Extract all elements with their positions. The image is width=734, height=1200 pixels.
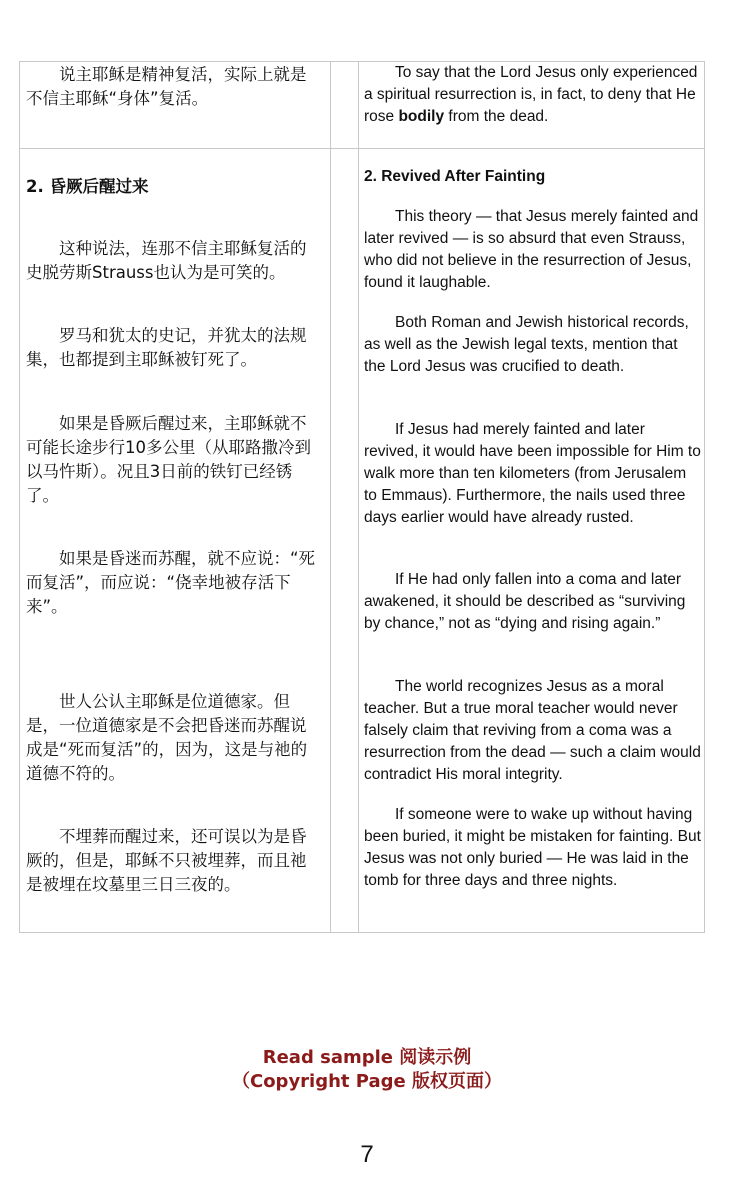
english-paragraph: If someone were to wake up without having been buried, it might be mistaken for fainting. But Jesus was not only buried — He was laid in the tomb for three days and three nights. — [364, 806, 701, 889]
english-paragraph: The world recognizes Jesus as a moral teacher. But a true moral teacher would never falsely claim that reviving from a coma was a resurrection from the dead — such a claim would contradict His moral integrity. — [364, 678, 701, 783]
chinese-paragraph: 罗马和犹太的史记，并犹太的法规集，也都提到主耶稣被钉死了。 — [26, 326, 307, 369]
row-divider — [20, 148, 704, 149]
chinese-paragraph: 世人公认主耶稣是位道德家。但是，一位道德家是不会把昏迷而苏醒说成是“死而复活”的，因为，这是与祂的道德不符的。 — [26, 692, 308, 783]
chinese-paragraph: 如果是昏迷而苏醒，就不应说：“死而复活”，而应说：“侥幸地被存活下来”。 — [26, 549, 316, 616]
row1-chinese-text: 说主耶稣是精神复活，实际上就是不信主耶稣“身体”复活。 — [26, 65, 307, 108]
section-heading-english: 2. Revived After Fainting — [364, 168, 546, 185]
english-paragraph: If He had only fallen into a coma and later awakened, it should be described as “surviving by chance,” not as “dying and rising again.” — [364, 571, 686, 632]
column-divider-left — [330, 62, 331, 932]
row1-english-part2: from the dead. — [444, 108, 549, 125]
copyright-page-label: （Copyright Page 版权页面） — [231, 1071, 503, 1092]
page-number: 7 — [360, 1141, 374, 1168]
bilingual-table — [19, 61, 705, 933]
row1-english-bold: bodily — [398, 108, 445, 125]
chinese-paragraph: 如果是昏厥后醒过来，主耶稣就不可能长途步行10多公里（从耶路撒冷到以马忤斯）。况且3日前的铁钉已经锈了。 — [26, 414, 311, 505]
english-paragraph: This theory — that Jesus merely fainted and later revived — is so absurd that even Strauss, who did not believe in the resurrection of Jesus, found it laughable. — [364, 208, 699, 291]
row1-english-part1: To say that the Lord Jesus only experienced a spiritual resurrection is, in fact, to deny that He rose — [364, 64, 698, 125]
row1-english-text — [364, 62, 702, 128]
chinese-paragraph: 这种说法，连那不信主耶稣复活的史脱劳斯Strauss也认为是可笑的。 — [26, 239, 307, 282]
chinese-paragraph: 不埋葬而醒过来，还可误以为是昏厥的，但是，耶稣不只被埋葬，而且祂是被埋在坟墓里三日三夜的。 — [26, 827, 307, 894]
column-divider-right — [358, 62, 359, 932]
section-heading-chinese: 2. 昏厥后醒过来 — [26, 177, 149, 196]
english-paragraph: Both Roman and Jewish historical records, as well as the Jewish legal texts, mention that the Lord Jesus was crucified to death. — [364, 314, 689, 375]
english-paragraph: If Jesus had merely fainted and later revived, it would have been impossible for Him to walk more than ten kilometers (from Jerusalem to Emmaus). Furthermore, the nails used three days earlier would have already rusted. — [364, 421, 701, 526]
read-sample-label: Read sample 阅读示例 — [262, 1047, 472, 1068]
